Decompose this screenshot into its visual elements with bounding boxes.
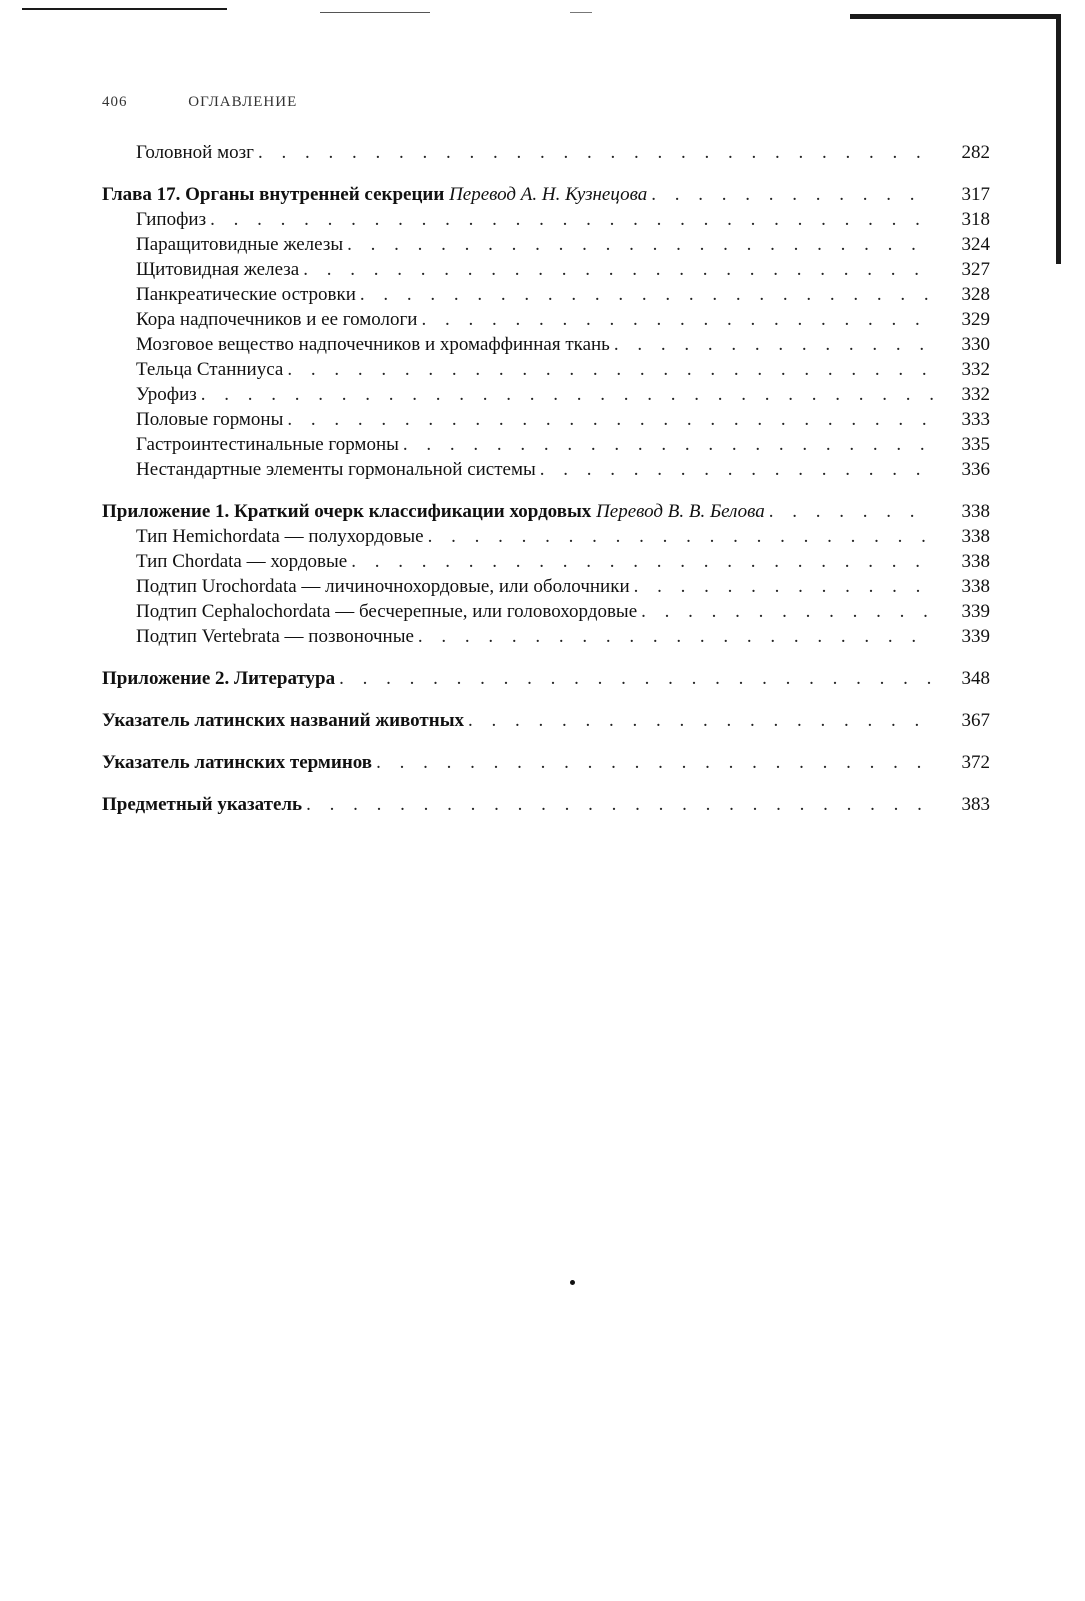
toc-entry-title xyxy=(102,257,299,282)
toc-leader-dots xyxy=(303,257,934,282)
toc-entry-title-text: Нестандартные элементы гормональной системы xyxy=(136,459,536,480)
toc-entry-page: 282 xyxy=(961,142,990,163)
toc-entry-title xyxy=(102,666,335,691)
toc-entry xyxy=(102,666,996,691)
toc-leader-dots xyxy=(634,574,934,599)
toc-entry-title xyxy=(102,382,197,407)
toc-entry-page: 317 xyxy=(961,184,990,205)
toc-leader-dots xyxy=(339,666,934,691)
toc-entry-title-text: Указатель латинских терминов xyxy=(102,752,373,773)
toc-entry xyxy=(102,599,996,624)
toc-entry-title-text: Указатель латинских названий животных xyxy=(102,710,465,731)
toc-entry-title-text: Подтип Cephalochordata — бесчерепные, или головохордовые xyxy=(136,601,638,622)
toc-entry-title xyxy=(102,407,283,432)
toc-leader-dots xyxy=(403,432,934,457)
toc-entry xyxy=(102,382,996,407)
toc-entry-title xyxy=(102,708,464,733)
toc-entry xyxy=(102,282,996,307)
toc-entry-title-text: Тип Chordata — хордовые xyxy=(136,551,348,572)
toc-entry-page: 338 xyxy=(961,576,990,597)
toc-entry-title-text: Гастроинтестинальные гормоны xyxy=(136,434,399,455)
toc-entry xyxy=(102,207,996,232)
toc-entry-title xyxy=(102,282,356,307)
toc-entry-page: 336 xyxy=(961,459,990,480)
toc-leader-dots xyxy=(769,499,934,524)
toc-entry xyxy=(102,332,996,357)
toc-entry-title xyxy=(102,232,343,257)
toc-entry-title xyxy=(102,792,302,817)
toc-entry-title-text: Головной мозг xyxy=(136,142,254,163)
toc-entry-title xyxy=(102,599,637,624)
scan-speck xyxy=(570,1280,575,1285)
toc-leader-dots xyxy=(468,708,934,733)
toc-entry xyxy=(102,407,996,432)
toc-entry-title-text: Тип Hemichordata — полухордовые xyxy=(136,526,424,547)
toc-leader-dots xyxy=(540,457,934,482)
toc-entry-title xyxy=(102,574,630,599)
toc-entry-title xyxy=(102,207,206,232)
toc-leader-dots xyxy=(287,407,934,432)
toc-leader-dots xyxy=(614,332,934,357)
toc-entry-translator: Перевод В. В. Белова xyxy=(596,501,765,522)
toc-entry-title-text: Паращитовидные железы xyxy=(136,234,344,255)
toc-entry-page: 339 xyxy=(961,626,990,647)
toc-entry xyxy=(102,140,996,165)
toc-entry-page: 318 xyxy=(961,209,990,230)
scan-artifact-top-right xyxy=(850,14,1060,19)
toc-entry-page: 383 xyxy=(961,794,990,815)
scan-artifact-top-mid2 xyxy=(570,12,592,13)
toc-entry xyxy=(102,257,996,282)
toc-entry-title-text: Половые гормоны xyxy=(136,409,284,430)
page-number: 406 xyxy=(102,94,128,110)
toc-leader-dots xyxy=(418,624,934,649)
toc-entry xyxy=(102,549,996,574)
toc-entry-title xyxy=(102,357,283,382)
toc-entry-page: 372 xyxy=(961,752,990,773)
toc-entry-page: 328 xyxy=(961,284,990,305)
toc-entry xyxy=(102,499,996,524)
toc-entry-page: 335 xyxy=(961,434,990,455)
toc-leader-dots xyxy=(376,750,934,775)
toc-leader-dots xyxy=(347,232,934,257)
toc-entry-page: 329 xyxy=(961,309,990,330)
toc-entry-title-text: Подтип Urochordata — личиночнохордовые, или оболочники xyxy=(136,576,630,597)
toc-entry-title-text: Панкреатические островки xyxy=(136,284,356,305)
toc-entry-title-text: Приложение 2. Литература xyxy=(102,668,336,689)
toc-leader-dots xyxy=(651,182,934,207)
toc-leader-dots xyxy=(421,307,934,332)
table-of-contents xyxy=(102,140,996,817)
toc-leader-dots xyxy=(428,524,934,549)
toc-entry-title xyxy=(102,432,399,457)
toc-entry-page: 367 xyxy=(961,710,990,731)
toc-entry-title-text: Гипофиз xyxy=(136,209,207,230)
running-head-title: ОГЛАВЛЕНИЕ xyxy=(188,94,298,110)
toc-entry-title-text: Приложение 1. Краткий очерк классификации хордовых xyxy=(102,501,592,522)
toc-entry xyxy=(102,457,996,482)
toc-entry-page: 332 xyxy=(961,384,990,405)
scan-artifact-right-edge xyxy=(1056,14,1061,264)
toc-entry-title xyxy=(102,624,414,649)
toc-leader-dots xyxy=(210,207,934,232)
toc-entry xyxy=(102,792,996,817)
toc-entry-page: 338 xyxy=(961,551,990,572)
toc-leader-dots xyxy=(201,382,934,407)
toc-entry-title xyxy=(102,750,372,775)
toc-entry xyxy=(102,708,996,733)
toc-entry xyxy=(102,574,996,599)
toc-entry-title xyxy=(102,549,347,574)
toc-entry xyxy=(102,307,996,332)
toc-entry xyxy=(102,524,996,549)
toc-leader-dots xyxy=(360,282,934,307)
toc-entry-title xyxy=(102,499,765,524)
toc-entry-translator: Перевод А. Н. Кузнецова xyxy=(449,184,648,205)
toc-entry-page: 327 xyxy=(961,259,990,280)
toc-entry-page: 339 xyxy=(961,601,990,622)
toc-entry-title-text: Щитовидная железа xyxy=(136,259,300,280)
toc-entry-title-text: Предметный указатель xyxy=(102,794,303,815)
toc-entry-page: 338 xyxy=(961,501,990,522)
running-head xyxy=(102,94,297,111)
toc-entry-page: 324 xyxy=(961,234,990,255)
toc-entry-title-text: Тельца Станниуса xyxy=(136,359,284,380)
toc-entry-title-text: Мозговое вещество надпочечников и хромаффинная ткань xyxy=(136,334,610,355)
toc-entry-page: 330 xyxy=(961,334,990,355)
toc-entry-title-text: Кора надпочечников и ее гомологи xyxy=(136,309,418,330)
toc-leader-dots xyxy=(306,792,934,817)
toc-entry-page: 348 xyxy=(961,668,990,689)
toc-entry-page: 333 xyxy=(961,409,990,430)
toc-entry-title xyxy=(102,182,647,207)
toc-entry xyxy=(102,182,996,207)
toc-entry-title xyxy=(102,307,417,332)
toc-entry xyxy=(102,624,996,649)
toc-entry-title xyxy=(102,140,254,165)
toc-entry xyxy=(102,432,996,457)
toc-entry-page: 338 xyxy=(961,526,990,547)
toc-entry-title xyxy=(102,332,610,357)
toc-entry xyxy=(102,232,996,257)
toc-leader-dots xyxy=(641,599,934,624)
toc-entry-title xyxy=(102,457,536,482)
toc-entry xyxy=(102,750,996,775)
toc-entry-title xyxy=(102,524,424,549)
scan-artifact-top-mid xyxy=(320,12,430,13)
scan-artifact-top-left xyxy=(22,8,227,10)
toc-leader-dots xyxy=(258,140,934,165)
toc-entry xyxy=(102,357,996,382)
toc-entry-title-text: Подтип Vertebrata — позвоночные xyxy=(136,626,414,647)
toc-leader-dots xyxy=(351,549,934,574)
toc-entry-title-text: Урофиз xyxy=(136,384,197,405)
toc-entry-title-text: Глава 17. Органы внутренней секреции xyxy=(102,184,445,205)
toc-leader-dots xyxy=(287,357,934,382)
toc-entry-page: 332 xyxy=(961,359,990,380)
